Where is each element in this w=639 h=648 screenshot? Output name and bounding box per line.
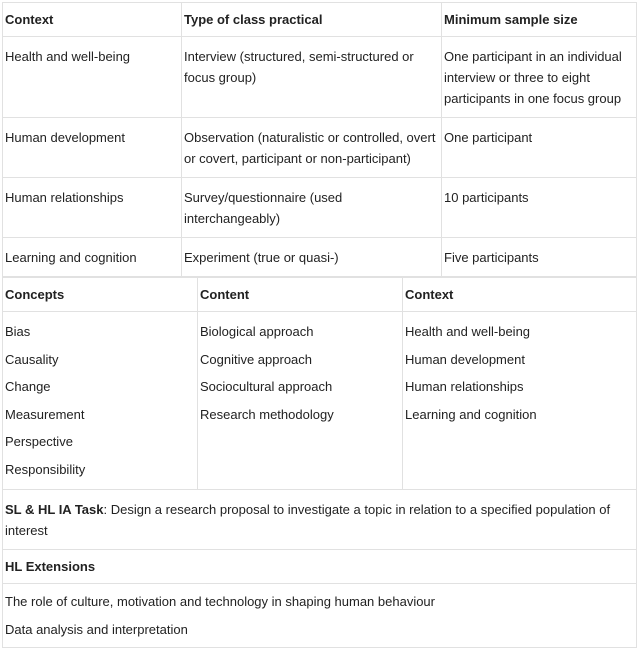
table-row [3, 584, 637, 648]
list-item: Biological approach [200, 324, 314, 339]
table-row [3, 550, 637, 584]
table-row [3, 178, 637, 238]
list-item: Human development [405, 351, 525, 367]
table-cell: One participant in an individual interview or three to eight participants in one focus group [442, 37, 637, 118]
list-item: Causality [5, 351, 59, 367]
context-list [403, 312, 637, 490]
list-item: Bias [5, 324, 31, 339]
concepts-list [3, 312, 198, 490]
list-item: Change [5, 379, 51, 394]
list-item: Perspective [5, 434, 73, 449]
list-item: Responsibility [5, 461, 86, 477]
table-cell: 10 participants [442, 178, 637, 238]
list-item: Cognitive approach [200, 351, 313, 367]
list-item: Sociocultural approach [200, 379, 333, 394]
column-header-sample-size: Minimum sample size [442, 3, 637, 37]
table-row [3, 312, 637, 490]
table-cell: Human development [3, 118, 182, 178]
table-header-row [3, 278, 637, 312]
column-header-practical-type: Type of class practical [182, 3, 442, 37]
concepts-content-context-table [2, 277, 637, 648]
table-cell: Human relationships [3, 178, 182, 238]
hl-extensions-list [3, 584, 637, 648]
ia-task-text: : Design a research proposal to investigate a topic in relation to a specified population of interest [5, 502, 611, 538]
table-header-row [3, 3, 637, 37]
column-header-concepts: Concepts [3, 278, 198, 312]
hl-extensions-label: HL Extensions [3, 550, 637, 584]
list-item: Research methodology [200, 406, 334, 422]
table-row [3, 238, 637, 277]
ia-task-cell [3, 490, 637, 550]
list-item: Health and well-being [405, 324, 531, 339]
table-row [3, 118, 637, 178]
table-cell: Health and well-being [3, 37, 182, 118]
column-header-context: Context [403, 278, 637, 312]
table-row [3, 490, 637, 550]
list-item: Measurement [5, 406, 85, 422]
table-cell: One participant [442, 118, 637, 178]
table-cell: Interview (structured, semi-structured or focus group) [182, 37, 442, 118]
table-row [3, 37, 637, 118]
table-cell: Survey/questionnaire (used interchangeably) [182, 178, 442, 238]
table-cell: Experiment (true or quasi-) [182, 238, 442, 277]
list-item: Learning and cognition [405, 406, 537, 422]
list-item: The role of culture, motivation and technology in shaping human behaviour [5, 594, 435, 609]
content-list [198, 312, 403, 490]
table-cell: Observation (naturalistic or controlled, overt or covert, participant or non-participant) [182, 118, 442, 178]
table-cell: Five participants [442, 238, 637, 277]
practicals-table [2, 2, 637, 277]
column-header-content: Content [198, 278, 403, 312]
table-cell: Learning and cognition [3, 238, 182, 277]
list-item: Data analysis and interpretation [5, 621, 188, 637]
list-item: Human relationships [405, 379, 524, 394]
column-header-context: Context [3, 3, 182, 37]
ia-task-label: SL & HL IA Task [5, 502, 104, 517]
